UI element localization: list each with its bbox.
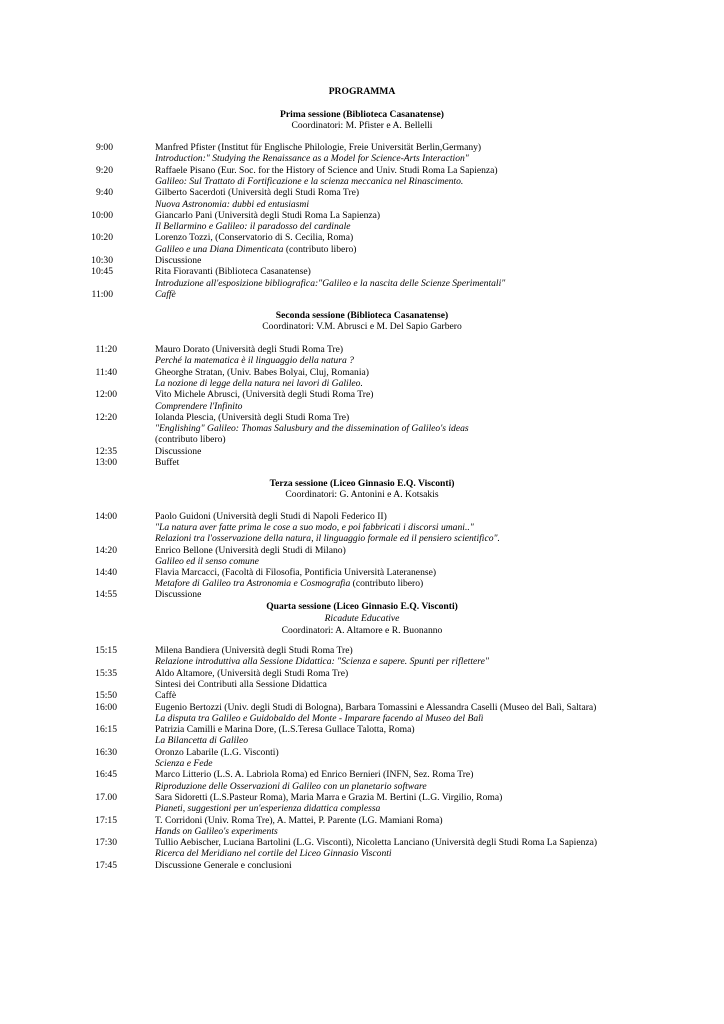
entry-text <box>155 176 463 187</box>
time-label: 10:45 <box>91 266 113 278</box>
speaker-line: Gilberto Sacerdoti (Università degli Studi Roma Tre) <box>155 187 360 199</box>
entry-text <box>155 187 359 198</box>
entry-text <box>155 702 596 713</box>
time-label: 17:30 <box>95 837 117 849</box>
time-label: 14:55 <box>95 589 117 601</box>
time-label: 17.00 <box>95 791 117 803</box>
entry-text <box>155 511 387 522</box>
speaker-line: Aldo Altamore, (Università degli Studi Roma Tre) <box>155 667 349 679</box>
entry-text <box>155 266 311 277</box>
time-label: 14:00 <box>95 511 117 522</box>
entry-text <box>155 389 373 400</box>
entry-text <box>155 533 500 544</box>
speaker-line: Manfred Pfister (Institut für Englische Philologie, Freie Universität Berlin,Germany) <box>155 142 482 153</box>
entry-text <box>155 556 259 567</box>
entry-text <box>155 758 213 769</box>
entry-text <box>155 378 363 389</box>
session-1-title: Prima sessione (Biblioteca Casanatense) <box>280 109 444 120</box>
time-label: 15:35 <box>95 667 117 679</box>
time-label: 15:15 <box>95 645 117 656</box>
talk-title: Introduction:" Studying the Renaissance as a Model for Science-Arts Interaction" <box>155 153 469 165</box>
time-label: 13:00 <box>95 457 117 468</box>
talk-title: Pianeti, suggestioni per un'esperienza didattica complessa <box>155 803 381 815</box>
speaker-line: Buffet <box>155 457 180 468</box>
talk-title: Relazioni tra l'osservazione della natura, il linguaggio formale ed il pensiero scientifico". <box>155 533 500 545</box>
speaker-line: Lorenzo Tozzi, (Conservatorio di S. Cecilia, Roma) <box>155 232 354 244</box>
time-label: 16:45 <box>95 769 117 781</box>
entry-text <box>155 769 473 780</box>
talk-title: Comprendere l'Infinito <box>155 400 243 412</box>
speaker-line: Iolanda Plescia, (Università degli Studi Roma Tre) <box>155 411 350 423</box>
speaker-line: Oronzo Labarile (L.G. Visconti) <box>155 746 279 758</box>
entry-text <box>155 522 474 533</box>
entry-text <box>155 153 469 164</box>
talk-title: Hands on Galileo's experiments <box>155 825 278 837</box>
entry-text <box>155 589 201 600</box>
contribution-note: (contributo libero) <box>283 243 357 255</box>
speaker-line: Sara Sidoretti (L.S.Pasteur Roma), Maria Marra e Grazia M. Bertini (L.G. Virgilio, Roma) <box>155 791 503 803</box>
speaker-line: Marco Litterio (L.S. A. Labriola Roma) ed Enrico Bernieri (INFN, Sez. Roma Tre) <box>155 769 474 781</box>
entry-text <box>155 803 380 814</box>
entry-text <box>155 837 597 848</box>
contribution-note: (contributo libero) <box>350 578 424 590</box>
entry-text <box>155 656 489 667</box>
talk-title: La disputa tra Galileo e Guidobaldo del Monte - Imparare facendo al Museo del Balì <box>155 712 484 724</box>
speaker-line: Milena Bandiera (Università degli Studi Roma Tre) <box>155 645 353 656</box>
page-title: PROGRAMMA <box>328 86 396 97</box>
time-label: 11:00 <box>91 288 113 300</box>
entry-text <box>155 860 292 871</box>
session-4-subtitle: Ricadute Educative <box>324 613 400 624</box>
talk-title: Ricerca del Meridiano nel cortile del Liceo Ginnasio Visconti <box>155 848 392 860</box>
time-label: 14:40 <box>95 567 117 578</box>
talk-title: Introduzione all'esposizione bibliografica:"Galileo e la nascita delle Scienze Sperimentali" <box>155 277 506 289</box>
entry-text <box>155 545 346 556</box>
talk-title: Riproduzione delle Osservazioni di Galileo con un planetario software <box>155 780 427 792</box>
time-label: 16:15 <box>95 724 117 736</box>
entry-text <box>155 423 469 434</box>
speaker-line: (contributo libero) <box>155 434 226 446</box>
entry-text <box>155 289 176 300</box>
time-label: 9:20 <box>95 164 113 176</box>
entry-text <box>155 826 278 837</box>
entry-text <box>155 645 353 656</box>
speaker-line: Eugenio Bertozzi (Univ. degli Studi di Bologna), Barbara Tomassini e Alessandra Caselli (Museo del Balì, Saltara) <box>155 701 597 713</box>
talk-title: La Bilancetta di Galileo <box>155 735 248 747</box>
entry-text <box>155 199 309 210</box>
talk-title: Relazione introduttiva alla Sessione Didattica: "Scienza e sapere. Spunti per riflettere" <box>155 656 489 668</box>
speaker-line: Flavia Marcacci, (Facoltà di Filosofia, Pontificia Università Lateranense) <box>155 567 437 578</box>
time-label: 9:40 <box>95 187 113 199</box>
speaker-line: Rita Fioravanti (Biblioteca Casanatense) <box>155 266 311 278</box>
time-label: 10:00 <box>91 209 113 221</box>
speaker-line: Caffè <box>155 690 177 702</box>
entry-text <box>155 221 351 232</box>
time-label: 10:30 <box>91 255 113 266</box>
talk-title: Galileo ed il senso comune <box>155 555 259 567</box>
entry-text <box>155 412 349 423</box>
time-label: 15:50 <box>95 690 117 702</box>
talk-title: Galileo e una Diana Dimenticata <box>155 243 284 255</box>
talk-title: La nozione di legge della natura nei lavori di Galileo. <box>155 377 363 389</box>
time-label: 9:00 <box>95 142 113 153</box>
speaker-line: Discussione <box>155 589 202 601</box>
entry-text <box>155 278 505 289</box>
entry-text <box>155 578 423 589</box>
entry-text <box>155 367 369 378</box>
time-label: 11:20 <box>95 344 117 355</box>
entry-text <box>155 713 483 724</box>
entry-text <box>155 792 502 803</box>
session-4-title: Quarta sessione (Liceo Ginnasio E.Q. Visconti) <box>266 601 458 612</box>
talk-title: Caffè <box>155 288 176 300</box>
entry-text <box>155 401 242 412</box>
talk-title: Il Bellarmino e Galileo: il paradosso del cardinale <box>155 221 351 233</box>
time-label: 12:20 <box>95 411 117 423</box>
speaker-line: Patrizia Camilli e Marina Dore, (L.S.Teresa Gullace Talotta, Roma) <box>155 724 415 736</box>
talk-title: Perché la matematica è il linguaggio della natura ? <box>155 355 354 367</box>
speaker-line: Raffaele Pisano (Eur. Soc. for the History of Science and Univ. Studi Roma La Sapienza) <box>155 164 498 176</box>
session-3-title: Terza sessione (Liceo Ginnasio E.Q. Visconti) <box>269 478 455 489</box>
entry-text <box>155 747 279 758</box>
time-label: 12:35 <box>95 445 117 457</box>
talk-title: Nuova Astronomia: dubbi ed entusiasmi <box>155 198 310 210</box>
speaker-line: T. Corridoni (Univ. Roma Tre), A. Mattei, P. Parente (LG. Mamiani Roma) <box>155 814 443 826</box>
speaker-line: Giancarlo Pani (Università degli Studi Roma La Sapienza) <box>155 209 381 221</box>
talk-title: "Englishing" Galileo: Thomas Salusbury and the dissemination of Galileo's ideas <box>155 423 469 435</box>
session-4-coordinators: Coordinatori: A. Altamore e R. Buonanno <box>281 625 443 636</box>
entry-text <box>155 142 481 153</box>
time-label: 11:40 <box>95 366 117 378</box>
entry-text <box>155 255 201 266</box>
time-label: 17:15 <box>95 814 117 826</box>
entry-text <box>155 457 179 468</box>
speaker-line: Enrico Bellone (Università degli Studi di Milano) <box>155 544 346 556</box>
time-label: 14:20 <box>95 544 117 556</box>
entry-text <box>155 724 415 735</box>
speaker-line: Discussione <box>155 445 202 457</box>
entry-text <box>155 679 327 690</box>
entry-text <box>155 815 443 826</box>
session-1-coordinators: Coordinatori: M. Pfister e A. Bellelli <box>291 120 433 131</box>
speaker-line: Discussione Generale e conclusioni <box>155 859 292 871</box>
session-2-title: Seconda sessione (Biblioteca Casanatense) <box>275 310 449 321</box>
entry-text <box>155 355 354 366</box>
speaker-line: Vito Michele Abrusci, (Università degli Studi Roma Tre) <box>155 389 374 401</box>
time-label: 12:00 <box>95 389 117 401</box>
entry-text <box>155 165 498 176</box>
entry-text <box>155 690 176 701</box>
speaker-line: Sintesi dei Contributi alla Sessione Didattica <box>155 678 327 690</box>
entry-text <box>155 567 436 578</box>
entry-text <box>155 781 427 792</box>
time-label: 10:20 <box>91 232 113 244</box>
entry-text <box>155 446 201 457</box>
time-label: 16:00 <box>95 701 117 713</box>
entry-text <box>155 244 356 255</box>
session-3-coordinators: Coordinatori: G. Antonini e A. Kotsakis <box>285 489 439 500</box>
time-label: 17:45 <box>95 859 117 871</box>
speaker-line: Paolo Guidoni (Università degli Studi di Napoli Federico II) <box>155 511 387 522</box>
talk-title: Metafore di Galileo tra Astronomia e Cosmografia <box>155 578 351 590</box>
session-2-coordinators: Coordinatori: V.M. Abrusci e M. Del Sapio Garbero <box>262 321 462 332</box>
entry-text <box>155 668 348 679</box>
entry-text <box>155 232 353 243</box>
speaker-line: Tullio Aebischer, Luciana Bartolini (L.G. Visconti), Nicoletta Lanciano (Università degli Studi Roma La Sapienza) <box>155 837 598 849</box>
entry-text <box>155 210 380 221</box>
talk-title: Galileo: Sul Trattato di Fortificazione e la scienza meccanica nel Rinascimento. <box>155 175 464 187</box>
entry-text <box>155 344 343 355</box>
speaker-line: Gheorghe Stratan, (Univ. Babes Bolyai, Cluj, Romania) <box>155 366 369 378</box>
talk-title: "La natura aver fatte prima le cose a suo modo, e poi fabbricati i discorsi umani.." <box>155 522 474 534</box>
entry-text <box>155 848 392 859</box>
entry-text <box>155 735 248 746</box>
time-label: 16:30 <box>95 746 117 758</box>
speaker-line: Mauro Dorato (Università degli Studi Roma Tre) <box>155 344 344 355</box>
speaker-line: Discussione <box>155 255 202 266</box>
talk-title: Scienza e Fede <box>155 758 213 769</box>
entry-text <box>155 434 226 445</box>
